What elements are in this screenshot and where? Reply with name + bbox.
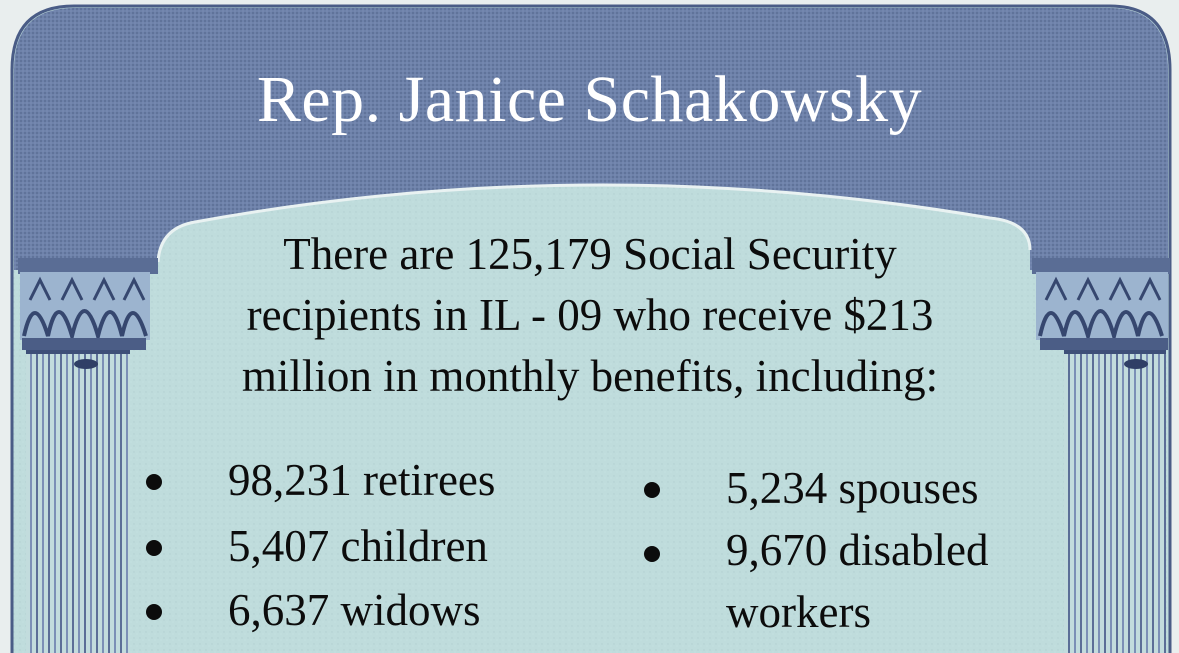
list-item: 9,670 disabled bbox=[726, 525, 989, 575]
list-item: 5,407 children bbox=[228, 521, 488, 571]
intro-line: recipients in IL - 09 who receive $213 bbox=[246, 290, 934, 340]
intro-paragraph bbox=[150, 224, 1030, 407]
list-item: 6,637 widows bbox=[228, 585, 481, 635]
bullet-icon bbox=[644, 546, 660, 562]
list-item: 98,231 retirees bbox=[228, 455, 496, 505]
list-item: 5,234 spouses bbox=[726, 463, 979, 513]
page-title: Rep. Janice Schakowsky bbox=[256, 63, 923, 136]
bullet-icon bbox=[146, 604, 162, 620]
bullet-icon bbox=[146, 540, 162, 556]
bullet-icon bbox=[146, 474, 162, 490]
intro-line: million in monthly benefits, including: bbox=[241, 351, 939, 401]
bullet-icon bbox=[644, 482, 660, 498]
intro-line: There are 125,179 Social Security bbox=[283, 229, 897, 279]
list-item-continuation: workers bbox=[726, 587, 871, 637]
